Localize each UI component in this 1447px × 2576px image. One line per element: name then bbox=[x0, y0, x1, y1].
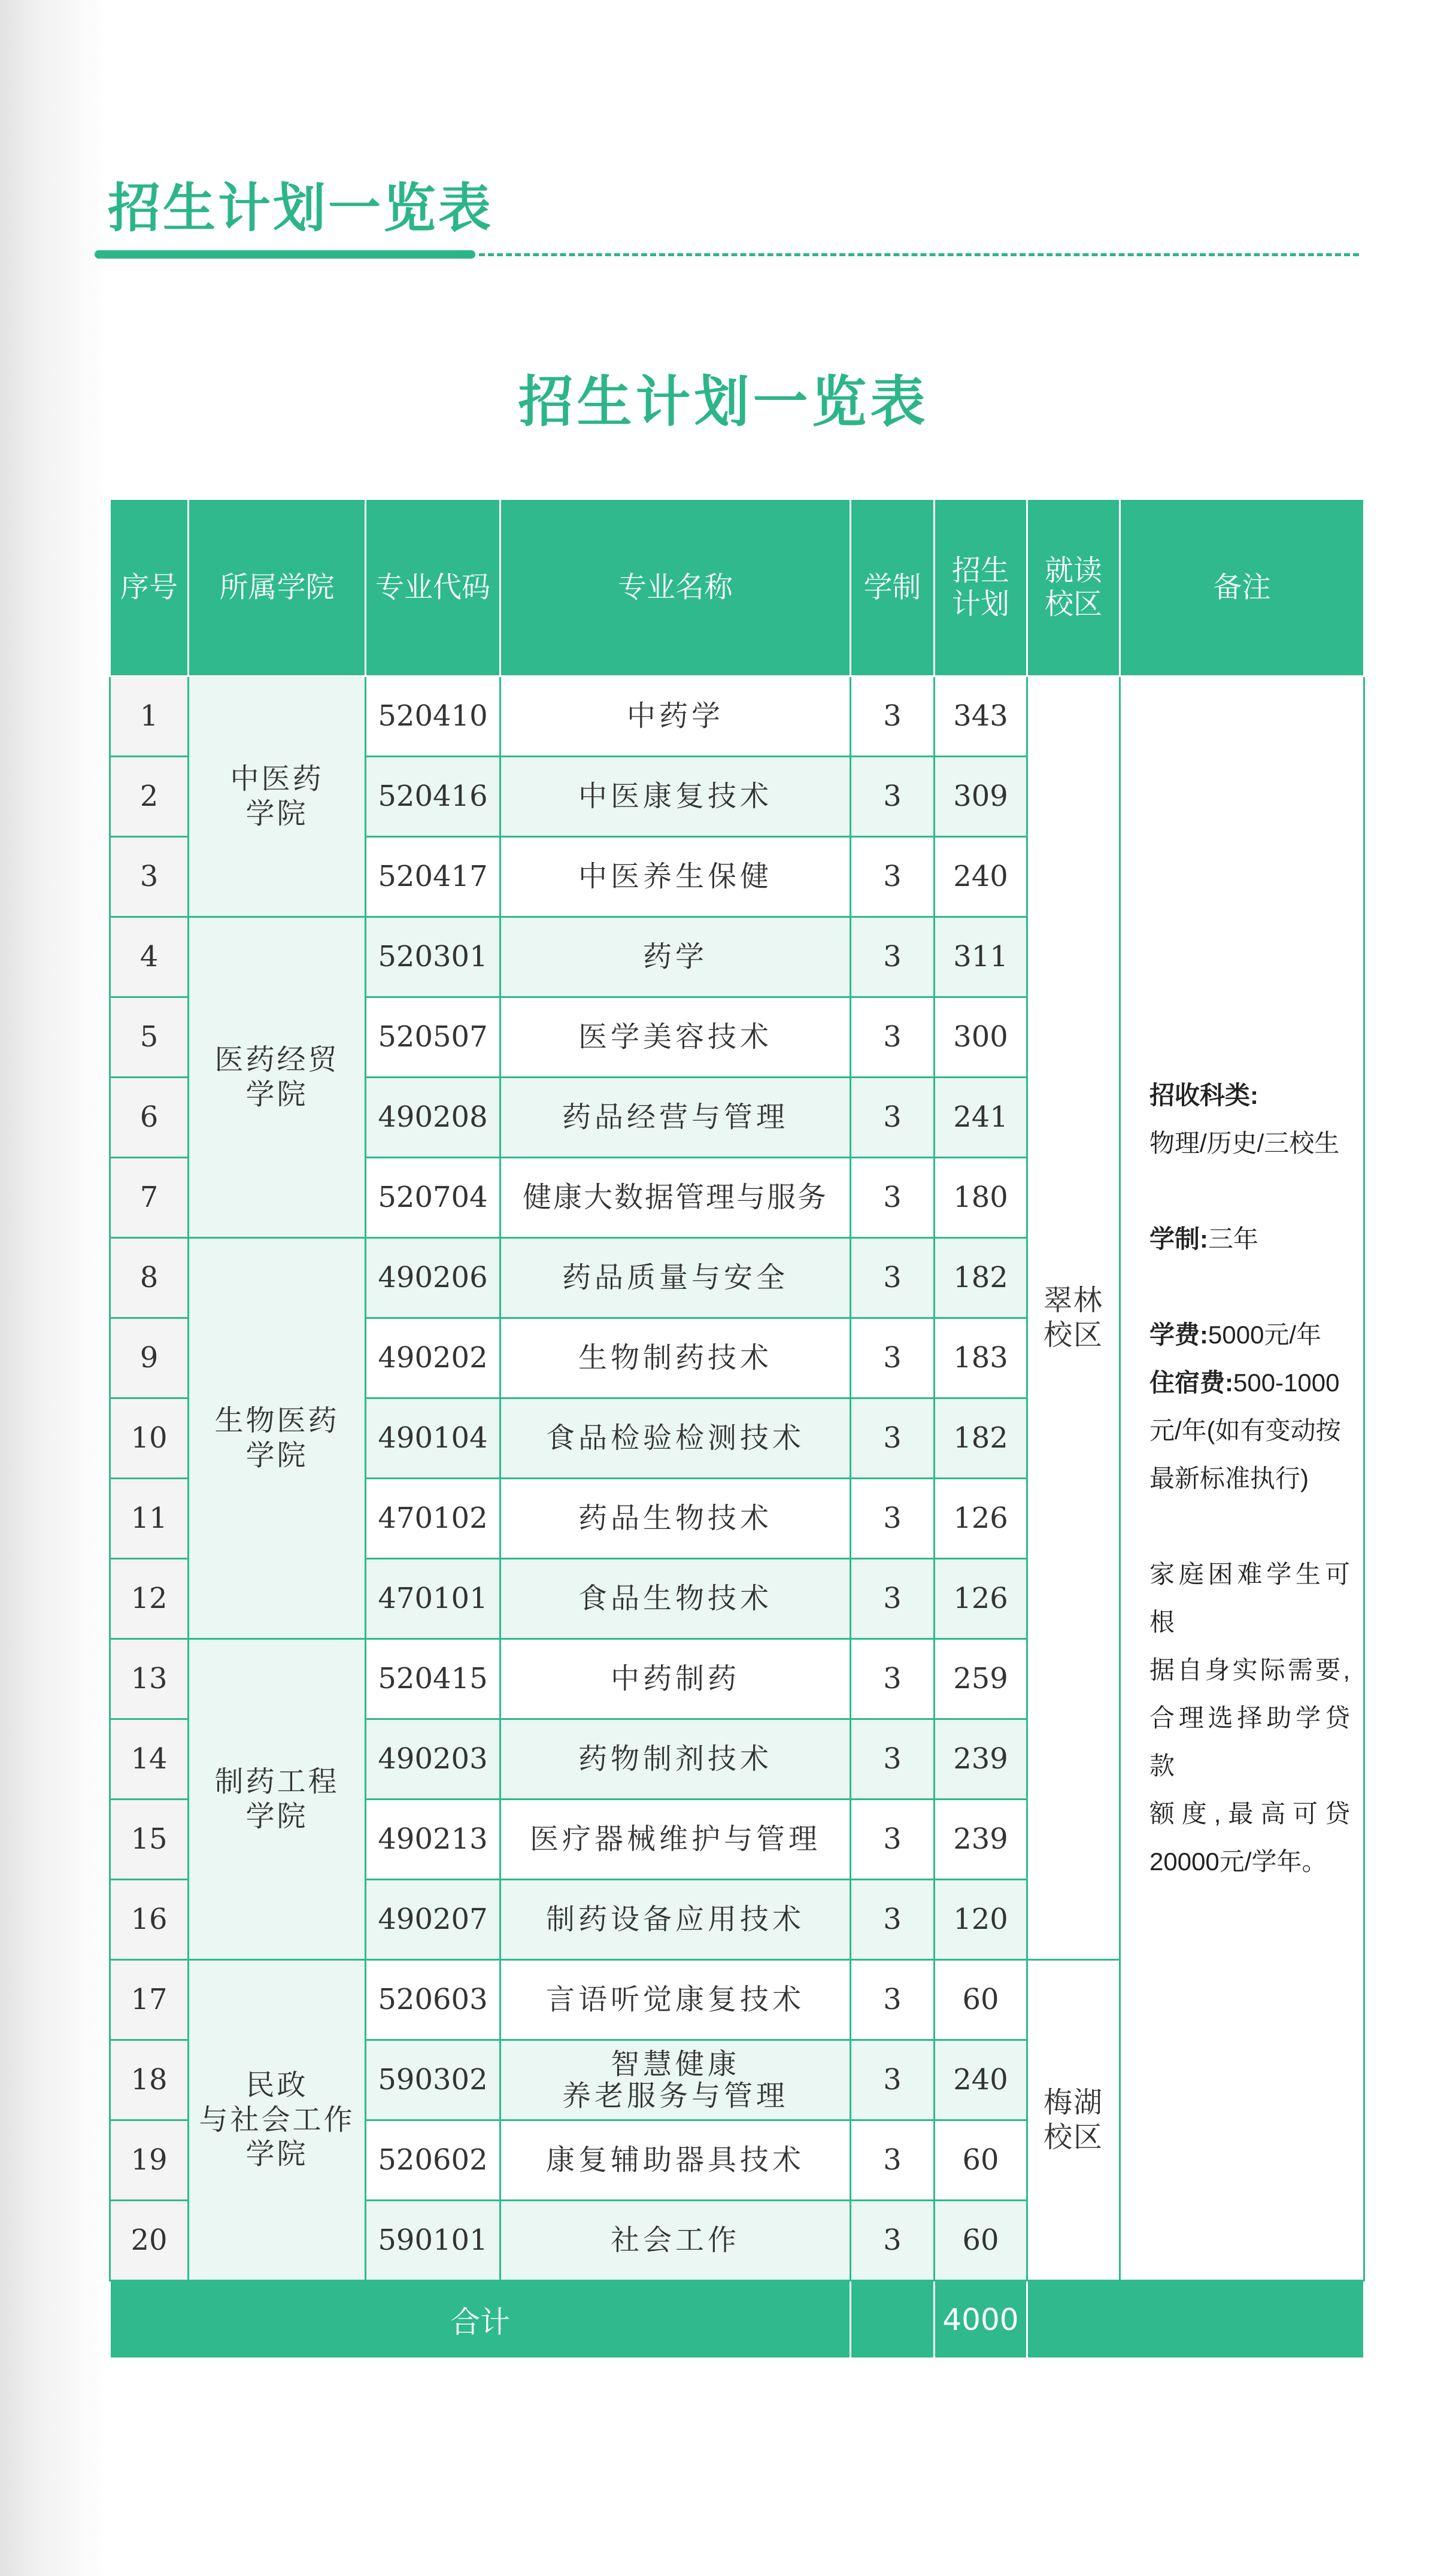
notes-subjects-value: 物理/历史/三校生 bbox=[1149, 1128, 1340, 1157]
cell-code: 470101 bbox=[366, 1559, 500, 1639]
table-header-row bbox=[110, 499, 1364, 676]
cell-code: 490206 bbox=[366, 1238, 500, 1318]
notes-aid-text: 额度,最高可贷 bbox=[1149, 1799, 1351, 1828]
cell-years: 3 bbox=[851, 2120, 935, 2201]
cell-seq: 6 bbox=[110, 1078, 189, 1158]
cell-code: 520415 bbox=[366, 1639, 500, 1719]
cell-major-name: 医学美容技术 bbox=[500, 997, 851, 1078]
cell-seq: 3 bbox=[110, 837, 189, 917]
cell-major-name: 健康大数据管理与服务 bbox=[500, 1158, 851, 1238]
cell-seq: 19 bbox=[110, 2120, 189, 2201]
cell-years: 3 bbox=[851, 1078, 935, 1158]
notes-duration-value: 三年 bbox=[1208, 1224, 1259, 1253]
cell-plan: 126 bbox=[935, 1479, 1027, 1559]
cell-college: 医药经贸 学院 bbox=[189, 917, 366, 1238]
notes-lodging-label: 住宿费: bbox=[1149, 1368, 1233, 1397]
header-plan: 招生 计划 bbox=[935, 499, 1027, 676]
cell-major-name: 社会工作 bbox=[500, 2201, 851, 2281]
cell-major-name: 药品经营与管理 bbox=[500, 1078, 851, 1158]
cell-plan: 239 bbox=[935, 1719, 1027, 1800]
cell-college: 民政 与社会工作 学院 bbox=[189, 1960, 366, 2281]
cell-code: 520301 bbox=[366, 917, 500, 997]
notes-lodging-value: 元/年(如有变动按 bbox=[1149, 1416, 1341, 1445]
cell-plan: 60 bbox=[935, 2120, 1027, 2201]
section-title: 招生计划一览表 bbox=[108, 177, 494, 239]
cell-plan: 180 bbox=[935, 1158, 1027, 1238]
cell-seq: 20 bbox=[110, 2201, 189, 2281]
cell-plan: 60 bbox=[935, 1960, 1027, 2040]
table-row bbox=[110, 676, 1364, 757]
cell-major-name: 药物制剂技术 bbox=[500, 1719, 851, 1800]
notes-duration-label: 学制: bbox=[1149, 1224, 1208, 1253]
cell-seq: 13 bbox=[110, 1639, 189, 1719]
cell-plan: 239 bbox=[935, 1800, 1027, 1880]
cell-years: 3 bbox=[851, 837, 935, 917]
cell-major-name: 中药制药 bbox=[500, 1639, 851, 1719]
cell-campus: 翠林 校区 bbox=[1027, 676, 1120, 1960]
cell-seq: 11 bbox=[110, 1479, 189, 1559]
cell-years: 3 bbox=[851, 1318, 935, 1398]
header-code: 专业代码 bbox=[366, 499, 500, 676]
cell-plan: 182 bbox=[935, 1238, 1027, 1318]
cell-years: 3 bbox=[851, 2040, 935, 2120]
cell-years: 3 bbox=[851, 676, 935, 757]
cell-plan: 343 bbox=[935, 676, 1027, 757]
notes-tuition-value: 5000元/年 bbox=[1208, 1320, 1322, 1349]
cell-major-name: 药品质量与安全 bbox=[500, 1238, 851, 1318]
cell-major-name: 药品生物技术 bbox=[500, 1479, 851, 1559]
cell-major-name: 食品生物技术 bbox=[500, 1559, 851, 1639]
cell-plan: 311 bbox=[935, 917, 1027, 997]
cell-seq: 7 bbox=[110, 1158, 189, 1238]
cell-plan: 300 bbox=[935, 997, 1027, 1078]
cell-seq: 14 bbox=[110, 1719, 189, 1800]
notes-aid-text: 据自身实际需要, bbox=[1149, 1655, 1351, 1684]
cell-seq: 9 bbox=[110, 1318, 189, 1398]
cell-code: 590101 bbox=[366, 2201, 500, 2281]
cell-plan: 259 bbox=[935, 1639, 1027, 1719]
header-major-name: 专业名称 bbox=[500, 499, 851, 676]
cell-years: 3 bbox=[851, 997, 935, 1078]
cell-code: 490208 bbox=[366, 1078, 500, 1158]
cell-major-name: 康复辅助器具技术 bbox=[500, 2120, 851, 2201]
cell-seq: 4 bbox=[110, 917, 189, 997]
cell-plan: 240 bbox=[935, 837, 1027, 917]
cell-years: 3 bbox=[851, 757, 935, 837]
total-empty bbox=[1027, 2281, 1364, 2359]
cell-major-name: 医疗器械维护与管理 bbox=[500, 1800, 851, 1880]
cell-code: 520602 bbox=[366, 2120, 500, 2201]
cell-seq: 10 bbox=[110, 1398, 189, 1479]
cell-plan: 126 bbox=[935, 1559, 1027, 1639]
cell-plan: 309 bbox=[935, 757, 1027, 837]
notes-subjects-label: 招收科类: bbox=[1149, 1081, 1258, 1109]
notes-aid-text: 家庭困难学生可根 bbox=[1149, 1559, 1351, 1636]
cell-plan: 120 bbox=[935, 1880, 1027, 1960]
cell-years: 3 bbox=[851, 1800, 935, 1880]
cell-seq: 1 bbox=[110, 676, 189, 757]
total-value: 4000 bbox=[935, 2281, 1027, 2359]
total-row bbox=[110, 2281, 1364, 2359]
cell-years: 3 bbox=[851, 1719, 935, 1800]
cell-major-name: 药学 bbox=[500, 917, 851, 997]
cell-plan: 182 bbox=[935, 1398, 1027, 1479]
title-underline-dashed bbox=[479, 253, 1359, 256]
cell-years: 3 bbox=[851, 1158, 935, 1238]
cell-major-name: 言语听觉康复技术 bbox=[500, 1960, 851, 2040]
title-underline-solid bbox=[95, 250, 475, 259]
cell-major-name: 食品检验检测技术 bbox=[500, 1398, 851, 1479]
cell-major-name: 中医养生保健 bbox=[500, 837, 851, 917]
header-years: 学制 bbox=[851, 499, 935, 676]
cell-major-name: 智慧健康 养老服务与管理 bbox=[500, 2040, 851, 2120]
header-college: 所属学院 bbox=[189, 499, 366, 676]
notes-lodging-value: 500-1000 bbox=[1233, 1368, 1340, 1397]
cell-seq: 2 bbox=[110, 757, 189, 837]
cell-notes bbox=[1120, 676, 1364, 2281]
cell-code: 520416 bbox=[366, 757, 500, 837]
header-campus: 就读 校区 bbox=[1027, 499, 1120, 676]
cell-plan: 60 bbox=[935, 2201, 1027, 2281]
cell-code: 490104 bbox=[366, 1398, 500, 1479]
header-seq: 序号 bbox=[110, 499, 189, 676]
cell-plan: 241 bbox=[935, 1078, 1027, 1158]
cell-years: 3 bbox=[851, 917, 935, 997]
cell-seq: 16 bbox=[110, 1880, 189, 1960]
cell-seq: 15 bbox=[110, 1800, 189, 1880]
notes-tuition-label: 学费: bbox=[1149, 1320, 1208, 1349]
cell-plan: 240 bbox=[935, 2040, 1027, 2120]
cell-major-name: 制药设备应用技术 bbox=[500, 1880, 851, 1960]
enrollment-plan-table bbox=[109, 498, 1365, 2359]
cell-code: 490203 bbox=[366, 1719, 500, 1800]
cell-code: 490213 bbox=[366, 1800, 500, 1880]
total-years-empty bbox=[851, 2281, 935, 2359]
cell-campus: 梅湖 校区 bbox=[1027, 1960, 1120, 2281]
cell-seq: 8 bbox=[110, 1238, 189, 1318]
total-label: 合计 bbox=[110, 2281, 851, 2359]
cell-years: 3 bbox=[851, 1398, 935, 1479]
document-title: 招生计划一览表 bbox=[518, 370, 929, 434]
cell-code: 490207 bbox=[366, 1880, 500, 1960]
cell-plan: 183 bbox=[935, 1318, 1027, 1398]
cell-years: 3 bbox=[851, 1639, 935, 1719]
cell-seq: 12 bbox=[110, 1559, 189, 1639]
cell-major-name: 中药学 bbox=[500, 676, 851, 757]
cell-years: 3 bbox=[851, 1238, 935, 1318]
cell-college: 中医药 学院 bbox=[189, 676, 366, 917]
cell-code: 520704 bbox=[366, 1158, 500, 1238]
cell-code: 520417 bbox=[366, 837, 500, 917]
header-notes: 备注 bbox=[1120, 499, 1364, 676]
cell-code: 490202 bbox=[366, 1318, 500, 1398]
cell-seq: 17 bbox=[110, 1960, 189, 2040]
cell-years: 3 bbox=[851, 1960, 935, 2040]
cell-years: 3 bbox=[851, 2201, 935, 2281]
cell-seq: 18 bbox=[110, 2040, 189, 2120]
notes-aid-text: 合理选择助学贷款 bbox=[1149, 1703, 1351, 1780]
cell-code: 470102 bbox=[366, 1479, 500, 1559]
cell-years: 3 bbox=[851, 1880, 935, 1960]
notes-lodging-value: 最新标准执行) bbox=[1149, 1464, 1309, 1492]
cell-years: 3 bbox=[851, 1479, 935, 1559]
cell-code: 520507 bbox=[366, 997, 500, 1078]
cell-code: 520410 bbox=[366, 676, 500, 757]
cell-code: 520603 bbox=[366, 1960, 500, 2040]
cell-college: 制药工程 学院 bbox=[189, 1639, 366, 1960]
cell-code: 590302 bbox=[366, 2040, 500, 2120]
cell-seq: 5 bbox=[110, 997, 189, 1078]
cell-years: 3 bbox=[851, 1559, 935, 1639]
cell-college: 生物医药 学院 bbox=[189, 1238, 366, 1639]
cell-major-name: 生物制药技术 bbox=[500, 1318, 851, 1398]
notes-aid-text: 20000元/学年。 bbox=[1149, 1847, 1327, 1876]
cell-major-name: 中医康复技术 bbox=[500, 757, 851, 837]
